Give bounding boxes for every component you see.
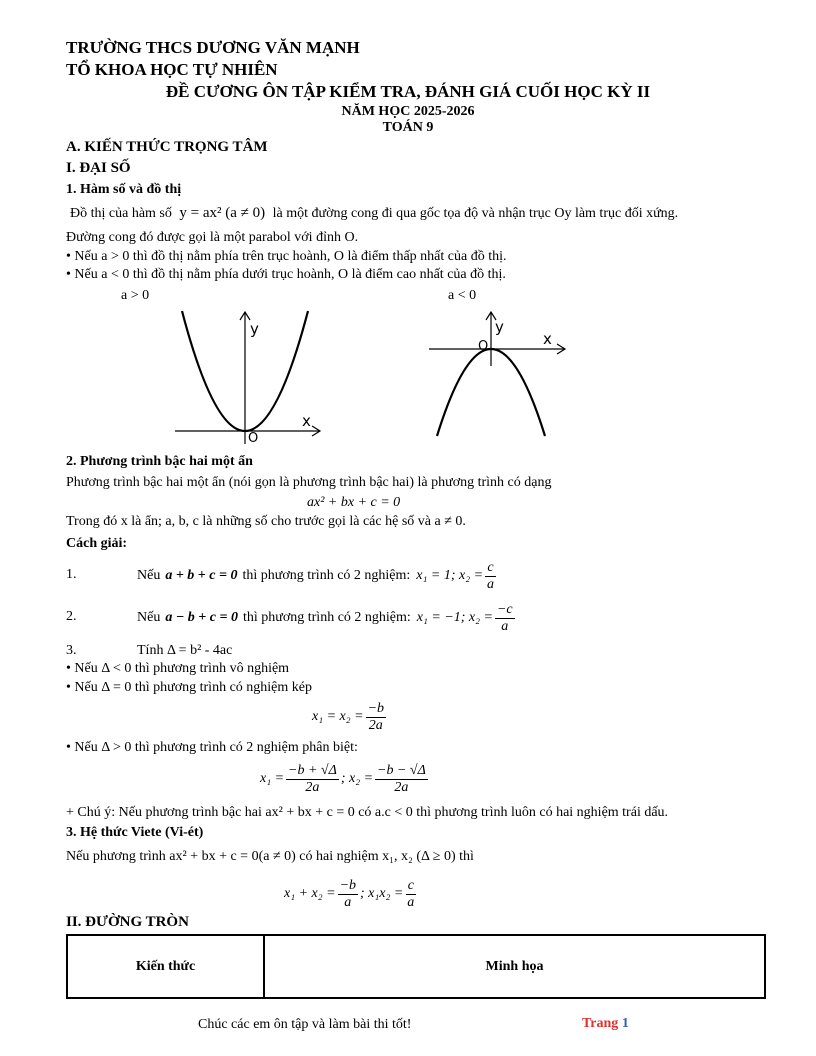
fraction-numerator: −c	[496, 602, 513, 618]
double-root-formula	[312, 697, 388, 737]
root-2-lhs: ; x₂ =	[340, 770, 374, 786]
step-3-text: Tính Δ = b² - 4ac	[137, 643, 233, 658]
viete-product-lhs: ; x₁x₂ =	[360, 885, 404, 901]
definition-text-pre: Đồ thị của hàm số	[70, 206, 172, 221]
fraction-numerator: −b + √Δ	[288, 763, 337, 779]
method-heading: Cách giải:	[66, 536, 128, 551]
x-axis-label: x	[302, 412, 311, 430]
step-1-line	[137, 559, 498, 593]
page-label	[582, 1016, 629, 1032]
step-1-text: thì phương trình có 2 nghiệm:	[242, 567, 411, 583]
viete-product-fraction	[405, 878, 416, 910]
fraction-denominator: a	[407, 894, 415, 910]
definition-text-post: là một đường cong đi qua gốc tọa độ và nhận trục Oy làm trục đối xứng.	[272, 206, 679, 221]
part-1-heading: I. ĐẠI SỐ	[66, 160, 131, 176]
fraction-denominator: 2a	[368, 717, 383, 733]
fraction-denominator: a	[487, 576, 495, 592]
topic-1-bullet1: • Nếu a > 0 thì đồ thị nằm phía trên trục hoành, O là điểm thấp nhất của đồ thị.	[66, 249, 507, 264]
viete-formula	[284, 872, 418, 916]
delta-negative: • Nếu Δ < 0 thì phương trình vô nghiệm	[66, 661, 290, 676]
step-1-condition: a + b + c = 0	[165, 567, 238, 583]
viete-sum-fraction	[338, 878, 358, 910]
page-word: Trang	[582, 1016, 619, 1031]
section-a-heading: A. KIẾN THỨC TRỌNG TÂM	[66, 139, 268, 155]
step-2-roots: x₁ = −1; x₂ =	[416, 609, 493, 625]
y-axis-label: y	[250, 320, 259, 338]
step-1-if: Nếu	[137, 567, 161, 583]
step-3-number: 3.	[66, 643, 77, 658]
step-2-fraction	[495, 602, 515, 634]
step-2-line	[137, 601, 517, 635]
root-1-lhs: x₁ =	[260, 770, 285, 786]
fraction-numerator: −b − √Δ	[377, 763, 426, 779]
topic-1-definition	[70, 205, 678, 222]
double-root-lhs: x₁ = x₂ =	[312, 708, 364, 724]
footer-note: Chúc các em ôn tập và làm bài thi tốt!	[198, 1017, 412, 1032]
school-name: TRƯỜNG THCS DƯƠNG VĂN MẠNH	[66, 38, 360, 57]
table-header-illustration: Minh họa	[264, 935, 765, 998]
step-2-number: 2.	[66, 609, 77, 624]
delta-zero: • Nếu Δ = 0 thì phương trình có nghiệm kép	[66, 680, 312, 695]
fraction-numerator: c	[487, 560, 494, 576]
two-roots-formula	[260, 757, 430, 801]
topic-2-heading: 2. Phương trình bậc hai một ẩn	[66, 454, 253, 469]
fraction-denominator: 2a	[394, 779, 409, 795]
fraction-denominator: a	[501, 618, 509, 634]
x-axis-label: x	[543, 330, 552, 348]
viete-sum-lhs: x₁ + x₂ =	[284, 885, 336, 901]
double-root-fraction	[366, 701, 386, 733]
topic-3-heading: 3. Hệ thức Viete (Vi-ét)	[66, 825, 204, 840]
page-number: 1	[621, 1016, 629, 1031]
general-form: ax² + bx + c = 0	[307, 495, 401, 510]
fraction-numerator: c	[407, 878, 414, 894]
step-1-number: 1.	[66, 567, 77, 582]
parabola-graph-down	[425, 306, 575, 441]
root-2-fraction	[375, 763, 428, 795]
topic-2-intro: Phương trình bậc hai một ẩn (nói gọn là phương trình bậc hai) là phương trình có dạng	[66, 475, 552, 490]
step-2-text: thì phương trình có 2 nghiệm:	[242, 609, 411, 625]
origin-label: O	[248, 431, 259, 446]
department-name: TỔ KHOA HỌC TỰ NHIÊN	[66, 60, 278, 79]
root-1-fraction	[286, 763, 339, 795]
table-row	[67, 935, 765, 998]
document-title: ĐỀ CƯƠNG ÔN TẬP KIỂM TRA, ĐÁNH GIÁ CUỐI HỌC KỲ II	[165, 82, 651, 101]
viete-statement: Nếu phương trình ax² + bx + c = 0(a ≠ 0) có hai nghiệm x₁, x₂ (Δ ≥ 0) thì	[66, 849, 474, 864]
table-header-knowledge: Kiến thức	[67, 935, 264, 998]
fraction-denominator: a	[344, 894, 352, 910]
school-year: NĂM HỌC 2025-2026	[341, 104, 475, 119]
step-1-fraction	[485, 560, 496, 592]
topic-1-heading: 1. Hàm số và đồ thị	[66, 182, 182, 197]
graph-left-label: a > 0	[121, 288, 150, 303]
y-axis-label: y	[495, 318, 504, 336]
fraction-numerator: −b	[339, 878, 357, 894]
parabola-graph-up	[170, 306, 330, 446]
origin-label: O	[478, 339, 489, 354]
step-1-roots: x₁ = 1; x₂ =	[416, 567, 484, 583]
subject: TOÁN 9	[382, 120, 434, 135]
fraction-denominator: 2a	[305, 779, 320, 795]
part-2-heading: II. ĐƯỜNG TRÒN	[66, 914, 189, 930]
graph-right-label: a < 0	[448, 288, 477, 303]
step-2-condition: a − b + c = 0	[165, 609, 238, 625]
step-2-if: Nếu	[137, 609, 161, 625]
topic-1-bullet2: • Nếu a < 0 thì đồ thị nằm phía dưới trục hoành, O là điểm cao nhất của đồ thị.	[66, 267, 506, 282]
delta-positive: • Nếu Δ > 0 thì phương trình có 2 nghiệm phân biệt:	[66, 740, 358, 755]
coefficients-text: Trong đó x là ẩn; a, b, c là những số cho trước gọi là các hệ số và a ≠ 0.	[66, 514, 466, 529]
topic-1-line2: Đường cong đó được gọi là một parabol với đỉnh O.	[66, 230, 359, 245]
circle-knowledge-table	[66, 934, 766, 999]
function-formula: y = ax² (a ≠ 0)	[179, 205, 266, 221]
note-opposite-signs: + Chú ý: Nếu phương trình bậc hai ax² + bx + c = 0 có a.c < 0 thì phương trình luôn có hai nghiệm trái dấu.	[66, 805, 669, 820]
fraction-numerator: −b	[367, 701, 385, 717]
